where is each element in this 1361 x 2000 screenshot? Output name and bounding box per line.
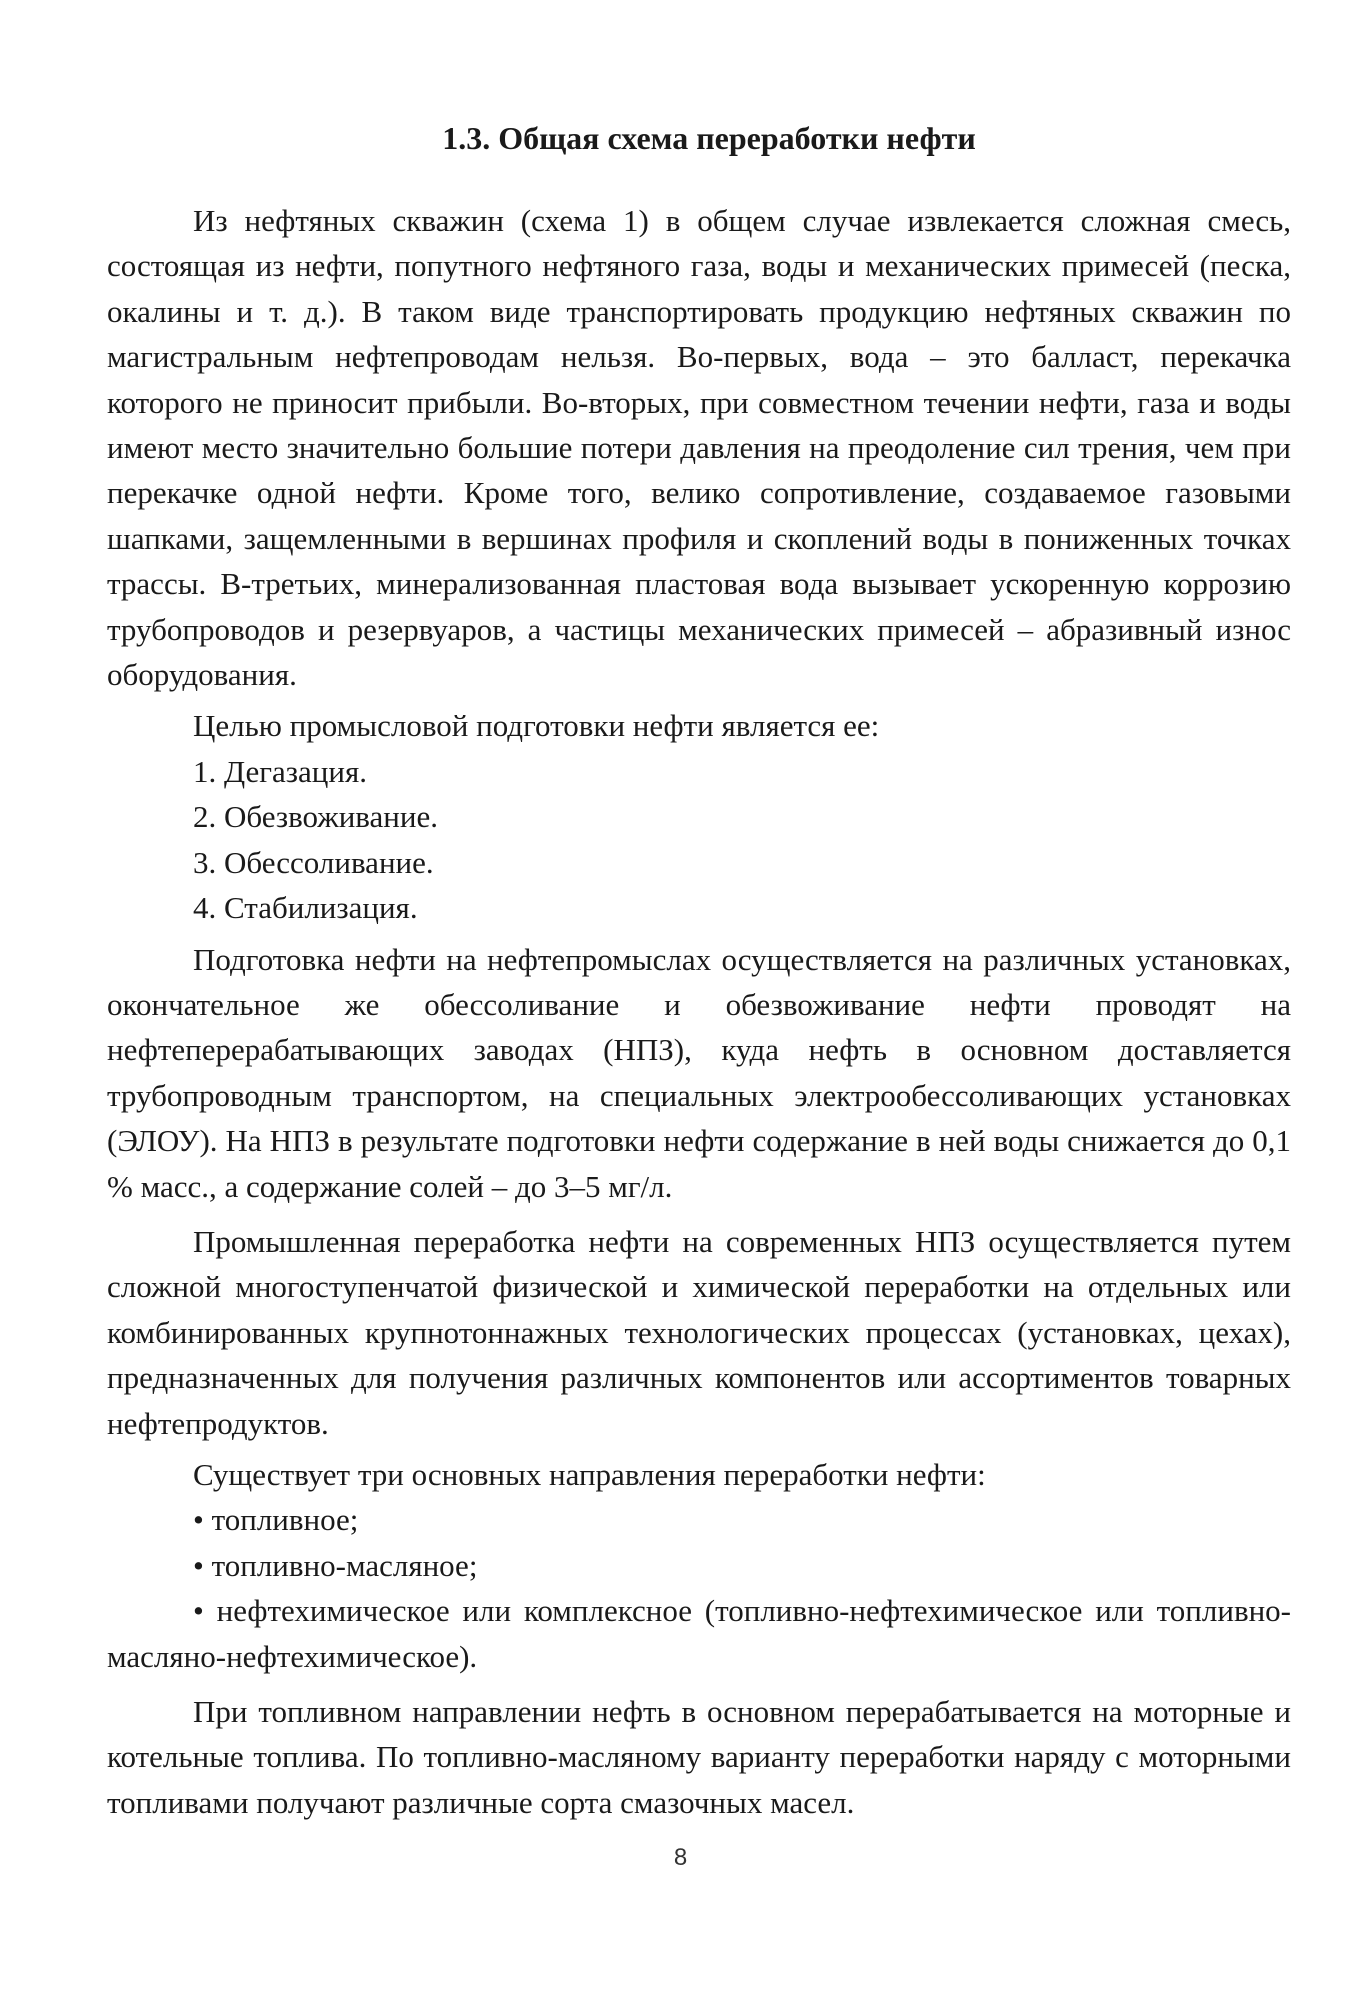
bullet-item-petrochemical: • нефтехимическое или комплексное (топливно-нефтехимическое или топливно-масляно-нефтехимическое). — [107, 1593, 1291, 1674]
list-item-dehydration: 2. Обезвоживание. — [193, 799, 438, 835]
paragraph-intro: Из нефтяных скважин (схема 1) в общем случае извлекается сложная смесь, состоящая из нефти, попутного нефтяного газа, воды и механических примесей (песка, окалины и т. д.). В таком виде транспортировать продукцию нефтяных скважин по магистральным нефтепроводам нельзя. Во-первых, вода – это балласт, перекачка которого не приносит прибыли. Во-вторых, при совместном течении нефти, газа и воды имеют место значительно большие потери давления на преодоление сил трения, чем при перекачке одной нефти. Кроме того, велико сопротивление, создаваемое газовыми шапками, защемленными в вершинах профиля и скоплений воды в пониженных точках трассы. В-третьих, минерализованная пластовая вода вызывает ускоренную коррозию трубопроводов и резервуаров, а частицы механических примесей – абразивный износ оборудования. — [107, 203, 1291, 693]
page-number: 8 — [673, 1844, 688, 1871]
paragraph-fuel-direction: При топливном направлении нефть в основном перерабатывается на моторные и котельные топлива. По топливно-масляному варианту переработки наряду с моторными топливами получают различные сорта смазочных масел. — [107, 1694, 1291, 1820]
bullet-item-fuel: • топливное; — [193, 1502, 359, 1538]
list-item-stabilization: 4. Стабилизация. — [193, 890, 418, 926]
section-title: 1.3. Общая схема переработки нефти — [442, 120, 976, 156]
paragraph-directions: Существует три основных направления переработки нефти: — [193, 1456, 986, 1492]
paragraph-preparation: Подготовка нефти на нефтепромыслах осуществляется на различных установках, окончательное же обессоливание и обезвоживание нефти проводят на нефтеперерабатывающих заводах (НПЗ), куда нефть в основном доставляется трубопроводным транспортом, на специальных электрообессоливающих установках (ЭЛОУ). На НПЗ в результате подготовки нефти содержание в ней воды снижается до 0,1 % масс., а содержание солей – до 3–5 мг/л. — [107, 941, 1291, 1204]
paragraph-industrial-processing: Промышленная переработка нефти на современных НПЗ осуществляется путем сложной многоступенчатой физической и химической переработки на отдельных или комбинированных крупнотоннажных технологических процессах (установках, цехах), предназначенных для получения различных компонентов или ассортиментов товарных нефтепродуктов. — [107, 1223, 1291, 1441]
paragraph-goal: Целью промысловой подготовки нефти является ее: — [193, 708, 880, 744]
list-item-degassing: 1. Дегазация. — [193, 753, 367, 789]
list-item-desalting: 3. Обессоливание. — [193, 844, 434, 880]
document-page — [107, 118, 1291, 1825]
bullet-item-fuel-oil: • топливно-масляное; — [193, 1547, 478, 1583]
